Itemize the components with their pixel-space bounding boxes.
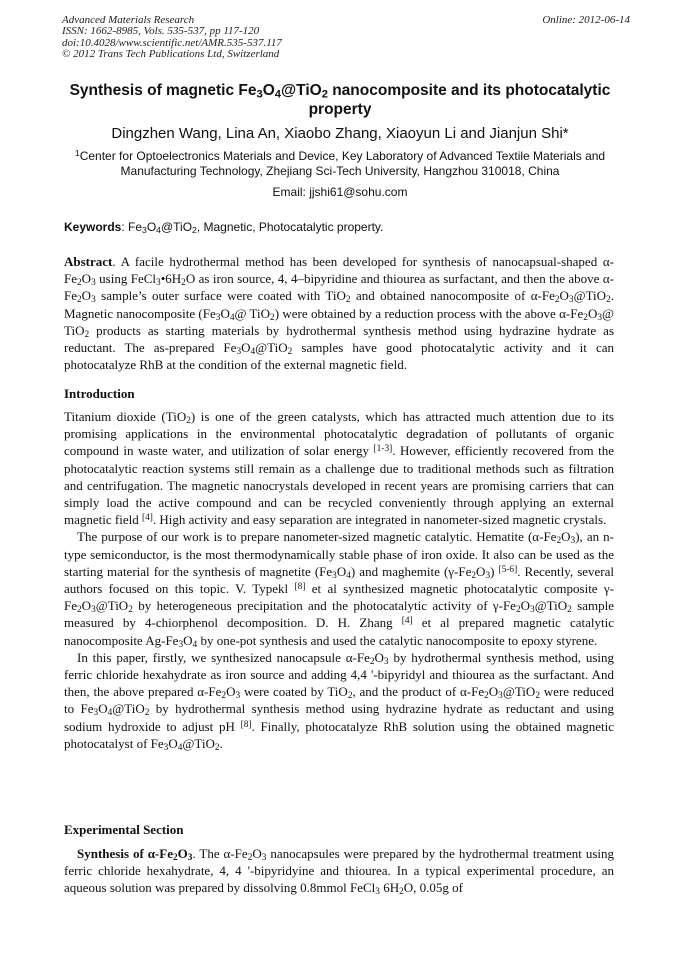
introduction-body: [64, 408, 614, 752]
keywords: Keywords: $Fe_3O_4@TiO_2$, Magnetic, Photocatalytic property.: [64, 220, 384, 235]
section-heading-experimental: Experimental Section: [64, 822, 184, 837]
experimental-paragraph-1: Synthesis of $\alpha-Fe_2O_3$. The $\alpha-Fe_2O_3$ nanocapsules were prepared by the hydrothermal treatment using ferric chloride hexahydrate, 4, 4 '-bipyridyine and thiourea. In a typical experimental procedure, an aqueous solution was prepared by dissolving 0.8mmol FeCl$_3$ $6H_2O$, 0.05g of: [64, 846, 614, 898]
affiliation: $^1$Center for Optoelectronics Materials and Device, Key Laboratory of Advanced Textile Materials and Manufacturing Technology, Zhejiang Sci-Tech University, Hangzhou 310018, China: [74, 148, 606, 178]
intro-paragraph-2: The purpose of our work is to prepare nanometer-sized magnetic catalytic. Hematite $(\alpha-Fe_2O_3)$, an n-type semiconductor, is the most thermodynamically stable phase of iron oxide. It also can be used as the starting material for the synthesis of magnetite $(Fe_3O_4)$ and maghemite $(\gamma-Fe_2O_3)$ [5-6]. Recently, several authors focused on this topic. V. Typekl [8] et al synthesized magnetic photocatalytic composite $\gamma-Fe_2O_3@TiO_2$ by heterogeneous precipitation and the photocatalytic activity of $\gamma-Fe_2O_3@TiO_2$ sample measured by 4-chiorphenol decomposition. D. H. Zhang [4] et al prepared magnetic catalytic nanocomposite $Ag-Fe_3O_4$ by one-pot synthesis and used the catalytic nanocomposite to epoxy styrene.: [64, 529, 615, 650]
section-heading-introduction: Introduction: [64, 386, 135, 401]
journal-name: Advanced Materials Research: [62, 14, 195, 26]
doi-link[interactable]: doi:10.4028/www.scientific.net/AMR.535-537.117: [62, 36, 282, 49]
experimental-body: [64, 845, 614, 897]
paper-title: Synthesis of magnetic $Fe_3O_4@TiO_2$ nanocomposite and its photocatalytic property: [69, 82, 611, 118]
abstract: [64, 253, 614, 373]
issn-line: ISSN: 1662-8985, Vols. 535-537, pp 117-120: [62, 25, 260, 38]
intro-paragraph-3: In this paper, firstly, we synthesized nanocapsule $\alpha-Fe_2O_3$ by hydrothermal synthesis method, using ferric chloride hexahydrate as iron source and adding 4,4 '-bipyridyl and thiourea as the surfactant. And then, the above prepared $\alpha-Fe_2O_3$ were coated by TiO$_2$, and the product of $\alpha-Fe_2O_3@TiO_2$ were reduced to $Fe_3O_4@TiO_2$ by hydrothermal synthesis method using hydrazine hydrate as reductant and using sodium hydroxide to adjust pH [8]. Finally, photocatalyze RhB solution using the obtained magnetic photocatalyst of $Fe_3O_4@TiO_2$.: [64, 649, 615, 753]
contact-email[interactable]: Email: jjshi61@sohu.com: [272, 185, 408, 199]
online-date: Online: 2012-06-14: [542, 14, 630, 26]
author-list: Dingzhen Wang, Lina An, Xiaobo Zhang, Xiaoyun Li and Jianjun Shi*: [111, 125, 569, 142]
intro-paragraph-1: Titanium dioxide (TiO$_2$) is one of the green catalysts, which has attracted much attention due to its promising applications in the environmental photocatalytic degradation of pollutants of organic compound in waste water, and utilization of solar energy [1-3]. However, efficiently recovered from the photocatalytic reaction systems still remain as a challenge due to traditional methods such as filtration and centrifugation. The magnetic nanocrystals developed in recent years are promising carriers that can simply load the active compound and can be recycled conveniently through applying an external magnetic field [4]. High activity and easy separation are integrated in nanometer-sized magnetic crystals.: [64, 409, 615, 528]
copyright-line: © 2012 Trans Tech Publications Ltd, Switzerland: [62, 47, 280, 60]
abstract-text: Abstract. A facile hydrothermal method has been developed for synthesis of nanocapsual-shaped $\alpha-Fe_2O_3$ using $FeCl_3•6H_2O$ as iron source, 4, 4–bipyridine and thiourea as surfactant, and then the above $\alpha-Fe_2O_3$ sample’s outer surface were coated with TiO$_2$ and obtained nanocomposite of $\alpha-Fe_2O_3@TiO_2$. Magnetic nanocomposite ($Fe_3O_4@$ TiO$_2$) were obtained by a reduction process with the above $\alpha-Fe_2O_3@$ TiO$_2$ products as starting materials by hydrothermal synthesis method using hydrazine hydrate as reductant. The as-prepared $Fe_3O_4@TiO_2$ samples have good photocatalytic activity and it can photocatalyze RhB at the condition of the external magnetic field.: [64, 254, 614, 373]
journal-header: [62, 15, 282, 60]
